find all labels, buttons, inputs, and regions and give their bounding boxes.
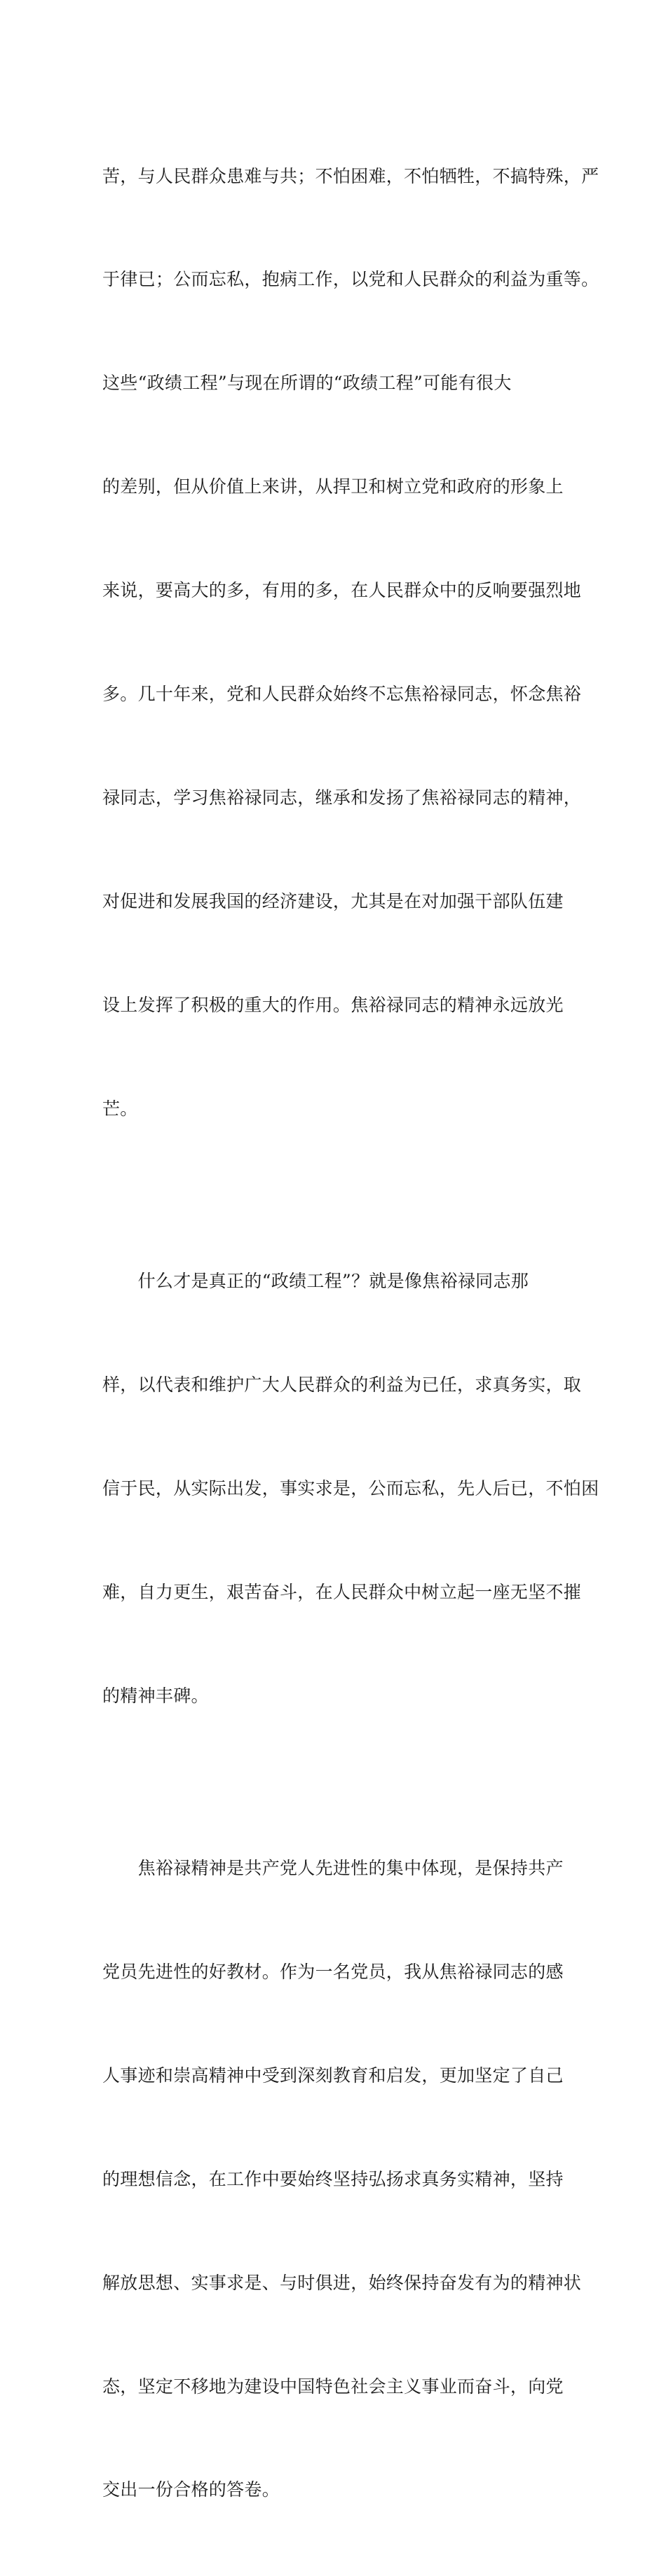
text-line: 的差别，但从价值上来讲，从捍卫和树立党和政府的形象上 xyxy=(102,476,564,497)
text-line: 党员先进性的好教材。作为一名党员，我从焦裕禄同志的感 xyxy=(102,1962,564,1983)
document-body xyxy=(102,90,599,2576)
text-line: 解放思想、实事求是、与时俱进，始终保持奋发有为的精神状 xyxy=(102,2272,582,2293)
text-line: 禄同志，学习焦裕禄同志，继承和发扬了焦裕禄同志的精神， xyxy=(102,787,582,808)
text-line: 焦裕禄精神是共产党人先进性的集中体现，是保持共产 xyxy=(102,1858,564,1879)
text-line: 信于民，从实际出发，事实求是，公而忘私，先人后已，不怕困 xyxy=(102,1478,599,1499)
text-line: 多。几十年来，党和人民群众始终不忘焦裕禄同志，怀念焦裕 xyxy=(102,684,582,705)
text-line: 交出一份合格的答卷。 xyxy=(102,2479,280,2500)
text-line: 人事迹和崇高精神中受到深刻教育和启发，更加坚定了自己 xyxy=(102,2065,564,2086)
text-line: 芒。 xyxy=(102,1098,138,1119)
text-line: 态，坚定不移地为建设中国特色社会主义事业而奋斗，向党 xyxy=(102,2376,564,2397)
paragraph-1 xyxy=(102,90,599,1195)
paragraph-2 xyxy=(102,1195,599,1782)
text-line: 设上发挥了积极的重大的作用。焦裕禄同志的精神永远放光 xyxy=(102,994,564,1015)
text-line: 对促进和发展我国的经济建设，尤其是在对加强干部队伍建 xyxy=(102,890,564,911)
text-line: 这些“政绩工程”与现在所谓的“政绩工程”可能有很大 xyxy=(102,373,512,394)
text-line: 于律已；公而忘私，抱病工作，以党和人民群众的利益为重等。 xyxy=(102,269,599,290)
text-line: 难，自力更生，艰苦奋斗，在人民群众中树立起一座无坚不摧 xyxy=(102,1581,582,1602)
text-line: 什么才是真正的“政绩工程”？就是像焦裕禄同志那 xyxy=(102,1271,529,1292)
text-line: 来说，要高大的多，有用的多，在人民群众中的反响要强烈地 xyxy=(102,580,582,601)
text-line: 的理想信念，在工作中要始终坚持弘扬求真务实精神，坚持 xyxy=(102,2168,564,2189)
paragraph-3 xyxy=(102,1782,582,2576)
text-line: 苦，与人民群众患难与共；不怕困难，不怕牺牲，不搞特殊，严 xyxy=(102,165,599,186)
text-line: 样，以代表和维护广大人民群众的利益为已任，求真务实，取 xyxy=(102,1374,582,1395)
text-line: 的精神丰碑。 xyxy=(102,1685,209,1706)
